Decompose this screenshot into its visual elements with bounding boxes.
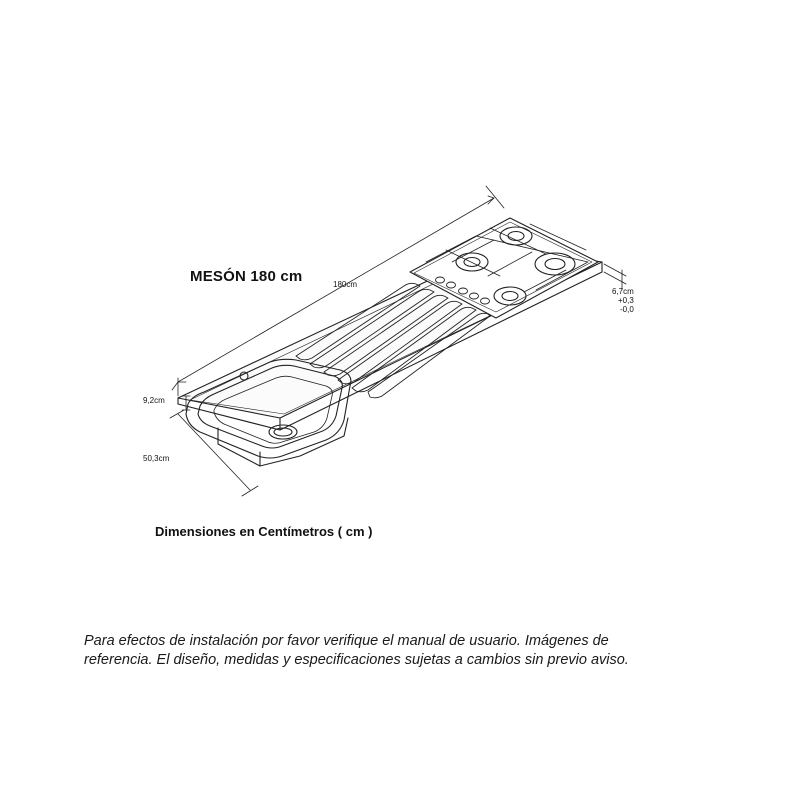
tolerance-plus-label: +0,3 bbox=[618, 296, 634, 305]
units-caption: Dimensiones en Centímetros ( cm ) bbox=[155, 524, 373, 539]
disclaimer bbox=[84, 632, 724, 669]
page-title: MESÓN 180 cm bbox=[190, 268, 303, 285]
dimension-thickness-label: 6,7cm bbox=[612, 287, 634, 296]
dimension-length-label: 180cm bbox=[333, 280, 358, 289]
tolerance-minus-label: -0,0 bbox=[620, 305, 634, 314]
disclaimer-line-1: Para efectos de instalación por favor verifique el manual de usuario. Imágenes de bbox=[84, 633, 609, 649]
dimension-thickness-block bbox=[612, 287, 634, 314]
dimension-height-label: 9,2cm bbox=[143, 396, 165, 405]
dimension-depth-label: 50,3cm bbox=[143, 454, 170, 463]
disclaimer-line-2: referencia. El diseño, medidas y especificaciones sujetas a cambios sin previo aviso. bbox=[84, 651, 629, 668]
drain-icon bbox=[269, 425, 297, 439]
